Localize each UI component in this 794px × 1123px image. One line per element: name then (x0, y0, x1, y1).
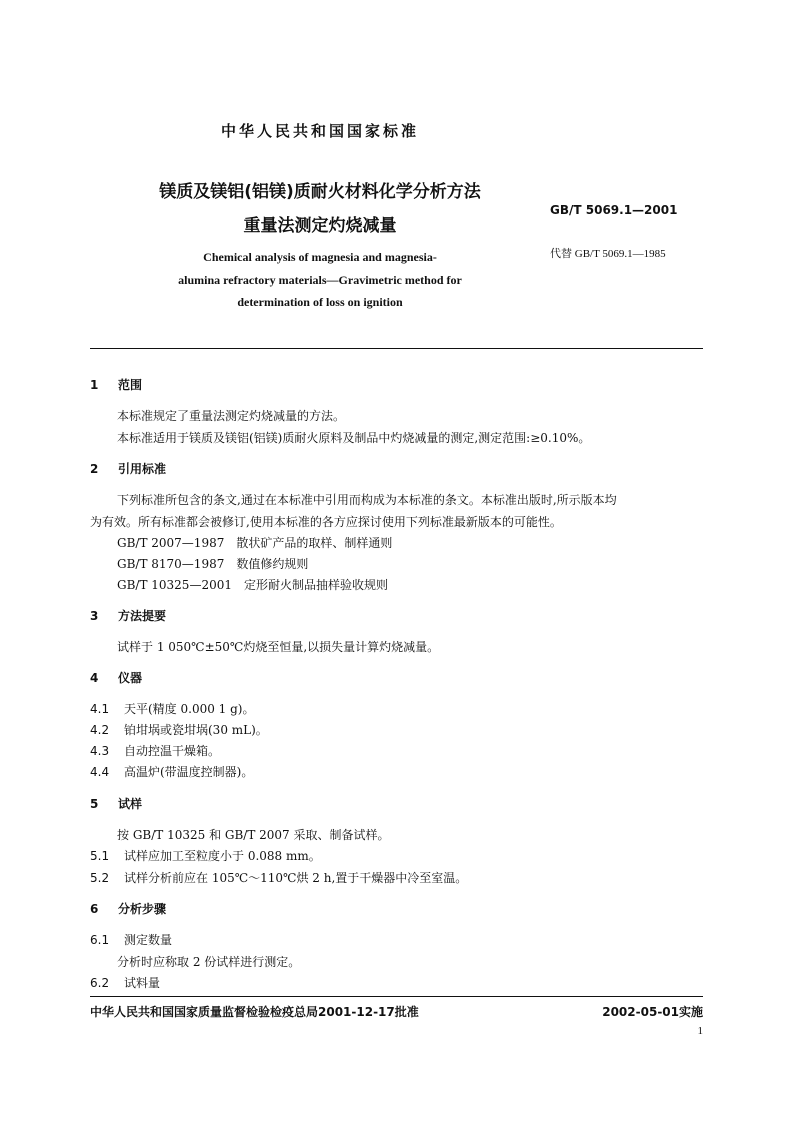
title-en-line-2: alumina refractory materials—Gravimetric method for (178, 273, 462, 287)
sample-item: 5.1 试样应加工至粒度小于 0.088 mm。 (90, 849, 321, 863)
instrument-item: 4.2 铂坩埚或瓷坩埚(30 mL)。 (90, 723, 268, 737)
reference-item: GB/T 10325—2001 定形耐火制品抽样验收规则 (117, 578, 388, 592)
title-cn-line-2: 重量法测定灼烧减量 (243, 216, 397, 236)
section-1-paragraph-1: 本标准规定了重量法测定灼烧减量的方法。 (117, 409, 346, 423)
title-en-line-1: Chemical analysis of magnesia and magnesia- (203, 250, 437, 264)
header-divider (90, 348, 703, 349)
section-5-heading: 5 试样 (90, 797, 143, 811)
footer-divider (90, 996, 703, 997)
sample-item: 5.2 试样分析前应在 105℃～110℃烘 2 h,置于干燥器中冷至室温。 (90, 871, 468, 885)
section-2-heading: 2 引用标准 (90, 462, 167, 476)
section-4-heading: 4 仪器 (90, 671, 143, 685)
instrument-item: 4.3 自动控温干燥箱。 (90, 744, 221, 758)
section-3-heading: 3 方法提要 (90, 609, 167, 623)
title-en-line-3: determination of loss on ignition (237, 295, 403, 309)
section-1-heading: 1 范围 (90, 378, 143, 392)
procedure-item-6-2: 6.2 试料量 (90, 976, 161, 990)
section-2-paragraph-line-1: 下列标准所包含的条文,通过在本标准中引用而构成为本标准的条文。本标准出版时,所示版本均 (117, 493, 617, 507)
approval-statement: 中华人民共和国国家质量监督检验检疫总局2001-12-17批准 (90, 1005, 419, 1019)
replaces-standard: 代替 GB/T 5069.1—1985 (550, 248, 666, 260)
section-1-paragraph-2: 本标准适用于镁质及镁铝(铝镁)质耐火原料及制品中灼烧减量的测定,测定范围:≥0.10%。 (117, 431, 591, 445)
reference-item: GB/T 8170—1987 数值修约规则 (117, 557, 309, 571)
standard-code: GB/T 5069.1—2001 (550, 203, 678, 217)
reference-item: GB/T 2007—1987 散状矿产品的取样、制样通则 (117, 536, 393, 550)
section-6-heading: 6 分析步骤 (90, 902, 167, 916)
procedure-item-6-1-paragraph: 分析时应称取 2 份试样进行测定。 (117, 955, 301, 969)
procedure-item-6-1: 6.1 测定数量 (90, 933, 173, 947)
page-number: 1 (697, 1025, 703, 1037)
section-5-paragraph: 按 GB/T 10325 和 GB/T 2007 采取、制备试样。 (117, 828, 390, 842)
instrument-item: 4.4 高温炉(带温度控制器)。 (90, 765, 254, 779)
section-2-paragraph-line-2: 为有效。所有标准都会被修订,使用本标准的各方应探讨使用下列标准最新版本的可能性。 (90, 515, 562, 529)
implementation-date: 2002-05-01实施 (602, 1005, 703, 1019)
country-standard-heading: 中华人民共和国国家标准 (220, 122, 419, 140)
instrument-item: 4.1 天平(精度 0.000 1 g)。 (90, 702, 255, 716)
section-3-paragraph: 试样于 1 050℃±50℃灼烧至恒量,以损失量计算灼烧减量。 (117, 640, 440, 654)
title-cn-line-1: 镁质及镁铝(铝镁)质耐火材料化学分析方法 (159, 182, 481, 202)
